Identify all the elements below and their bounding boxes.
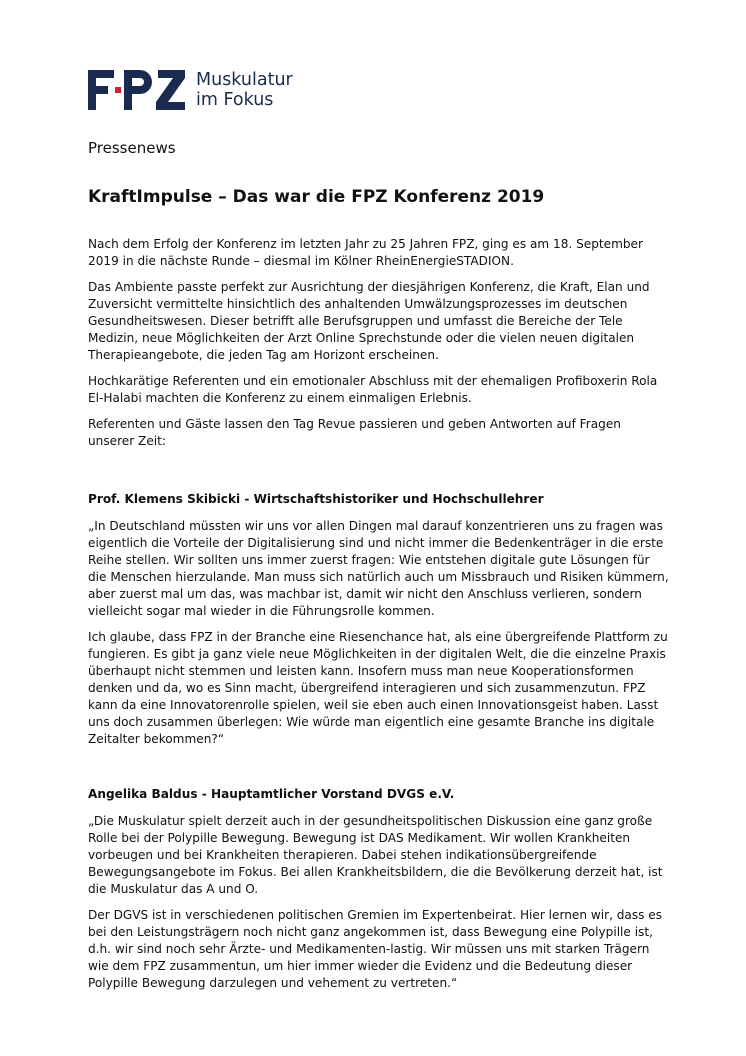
logo-tagline [196,70,293,110]
page-title: KraftImpulse – Das war die FPZ Konferenz 2019 [88,187,545,207]
spacer [88,757,670,786]
intro-paragraph: Hochkarätige Referenten und ein emotionaler Abschluss mit der ehemaligen Profiboxerin Rola El-Halabi machten die Konferenz zu einem einmaligen Erlebnis. [88,374,658,405]
speaker-paragraph: Der DGVS ist in verschiedenen politischen Gremien im Expertenbeirat. Hier lernen wir, dass es bei den Leistungsträgern noch nicht ganz angekommen ist, dass Bewegung eine Polypille ist, d.h. wir sind noch sehr Ärzte- und Medikamenten-lastig. Wir müssen uns mit starken Trägern wie dem FPZ zusammentun, um hier immer wieder die Evidenz und die Bedeutung dieser Polypille Bewegung darzulegen und vehement zu vertreten.“ [88,908,663,990]
intro-paragraph: Das Ambiente passte perfekt zur Ausrichtung der diesjährigen Konferenz, die Kraft, Elan und Zuversicht vermittelte hinsichtlich des anhaltenden Umwälzungsprozesses im deutschen Gesundheitswesen. Dieser betrifft alle Berufsgruppen und umfasst die Bereiche der Tele Medizin, neue Möglichkeiten der Arzt Online Sprechstunde oder die vielen neuen digitalen Therapieangebote, die jeden Tag am Horizont erscheinen. [88,280,650,362]
speaker-paragraph: „In Deutschland müssten wir uns vor allen Dingen mal darauf konzentrieren uns zu fragen was eigentlich die Vorteile der Digitalisierung sind und nicht immer die Bedenkenträger in die erste Reihe stellen. Wir sollten uns immer zuerst fragen: Wie entstehen digitale gute Lösungen für die Menschen hierzulande. Man muss sich natürlich auch um Missbrauch und Risiken kümmern, aber zuerst mal um das, was machbar ist, damit wir nicht den Anschluss verlieren, sondern vielleicht sogar mal wieder in die Führungsrolle kommen. [88,519,669,618]
logo-tagline-line1: Muskulatur [196,70,293,90]
intro-paragraph: Referenten und Gäste lassen den Tag Revue passieren und geben Antworten auf Fragen unserer Zeit: [88,417,621,448]
spacer [88,459,670,491]
fpz-logo [88,68,293,112]
speaker-paragraph: Ich glaube, dass FPZ in der Branche eine Riesenchance hat, als eine übergreifende Plattform zu fungieren. Es gibt ja ganz viele neue Möglichkeiten in der digitalen Welt, die die einzelne Praxis überhaupt nicht stemmen und leisten kann. Insofern muss man neue Kooperationsformen denken und da, wo es Sinn macht, übergreifend interagieren und sich zusammenzutun. FPZ kann da eine Innovatorenrolle spielen, weil sie eben auch einen Innovationsgeist haben. Lasst uns doch zusammen überlegen: Wie würde man eigentlich eine gesamte Branche ins digitale Zeitalter bekommen?“ [88,630,668,746]
speaker-heading: Prof. Klemens Skibicki - Wirtschaftshistoriker und Hochschullehrer [88,492,544,506]
logo-tagline-line2: im Fokus [196,90,274,110]
speaker-heading: Angelika Baldus - Hauptamtlicher Vorstand DVGS e.V. [88,787,455,801]
fpz-logo-mark [88,70,186,110]
intro-paragraph: Nach dem Erfolg der Konferenz im letzten Jahr zu 25 Jahren FPZ, ging es am 18. September 2019 in die nächste Runde – diesmal im Kölner RheinEnergieSTADION. [88,237,643,268]
speaker-paragraph: „Die Muskulatur spielt derzeit auch in der gesundheitspolitischen Diskussion eine ganz große Rolle bei der Polypille Bewegung. Bewegung ist DAS Medikament. Wir wollen Krankheiten vorbeugen und bei Krankheiten therapieren. Dabei stehen indikationsübergreifende Bewegungsangebote im Fokus. Bei allen Krankheitsbildern, die die Bevölkerung derzeit hat, ist die Muskulatur das A und O. [88,814,663,896]
section-label: Pressenews [88,139,176,157]
article-body [88,236,670,1001]
